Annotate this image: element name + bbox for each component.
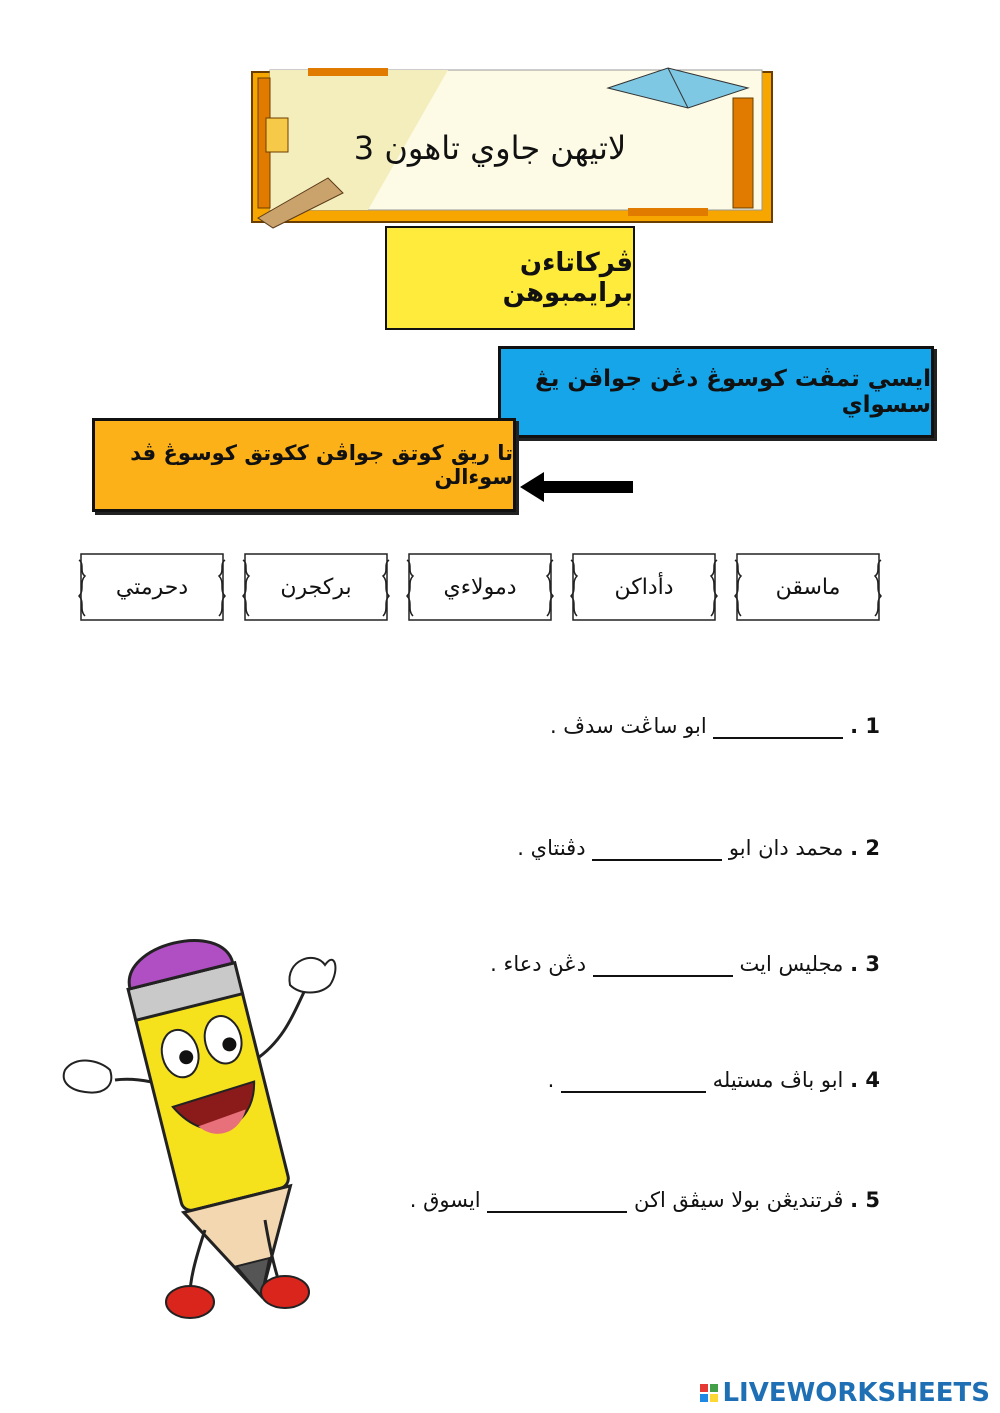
question-text-after: دڤنتاي . (517, 836, 586, 860)
subtitle-text: ڤركاتاءن برايمبوهن (502, 248, 633, 308)
question-text-after: ابو ساڠت سدڤ . (549, 714, 707, 738)
question-1 (240, 708, 880, 744)
fill-blanks-instruction-text: ايسي تمڤت كوسوڠ دڠن جواڤن يڠ سسواي (535, 366, 931, 418)
question-text-before: ابو باڤ مستيله (712, 1068, 844, 1092)
question-number: 1 . (850, 714, 880, 738)
answer-blank[interactable] (487, 1189, 627, 1213)
word-card[interactable] (77, 550, 227, 624)
question-text-after: ايسوق . (409, 1188, 481, 1212)
brand-logo-icon (700, 1384, 718, 1402)
drag-answer-instruction (92, 418, 516, 512)
question-text-after: . (547, 1068, 555, 1092)
question-number: 4 . (850, 1068, 880, 1092)
question-number: 2 . (850, 836, 880, 860)
word-card[interactable] (405, 550, 555, 624)
answer-blank[interactable] (593, 953, 733, 977)
drag-answer-instruction-text: تا ريق كوتق جواڤن ككوتق كوسوڠ ڤد سوءالن (130, 441, 513, 489)
question-text-before: محمد دان ابو (728, 836, 844, 860)
answer-blank[interactable] (713, 715, 843, 739)
brand-name: LIVEWORKSHEETS (722, 1378, 990, 1408)
word-card-text: دحرمتي (115, 574, 189, 600)
word-card[interactable] (733, 550, 883, 624)
fill-blanks-instruction (498, 346, 934, 438)
arrow-left-icon (520, 470, 635, 504)
word-card[interactable] (569, 550, 719, 624)
word-card[interactable] (241, 550, 391, 624)
subtitle-box (385, 226, 635, 330)
question-number: 3 . (850, 952, 880, 976)
word-card-text: دمولاءي (443, 574, 517, 600)
page-title: لاتيهن جاوي تاهون 3 (353, 129, 627, 167)
answer-blank[interactable] (561, 1069, 706, 1093)
word-card-text: ماسقن (775, 574, 841, 600)
question-text-before: مجليس ايت (739, 952, 844, 976)
question-2 (240, 830, 880, 866)
liveworksheets-logo (700, 1378, 990, 1408)
word-card-text: دأداكن (614, 574, 674, 600)
pencil-mascot-icon (55, 930, 345, 1330)
question-text-after: دڠن دعاء . (490, 952, 587, 976)
word-card-text: بركجرن (280, 574, 352, 600)
question-text-before: ڤرتنديڠن بولا سيڤق اكن (634, 1188, 844, 1212)
answer-blank[interactable] (592, 837, 722, 861)
question-number: 5 . (850, 1188, 880, 1212)
